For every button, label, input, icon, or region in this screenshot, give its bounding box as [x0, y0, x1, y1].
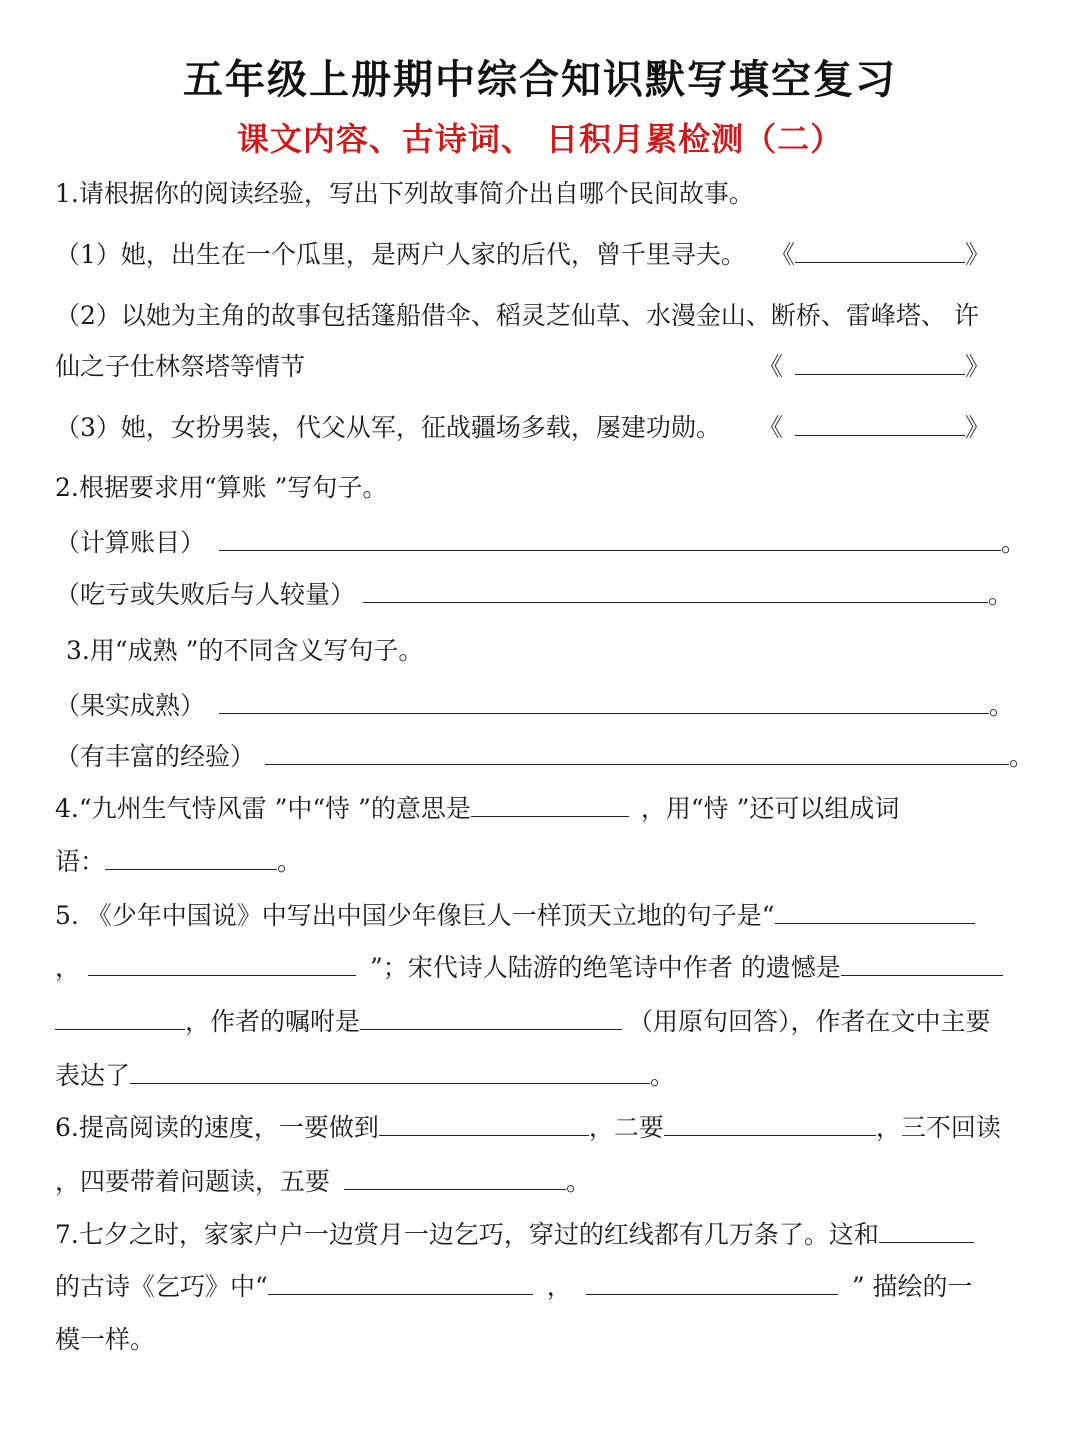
q1-item3-blank[interactable]: [795, 409, 965, 436]
q4-text-1: 4.“九州生气恃风雷 ”中“恃 ”的意思是: [55, 794, 471, 823]
q6-blank-2[interactable]: [664, 1109, 876, 1136]
q4-text-3: 语：: [55, 847, 106, 876]
book-mark-close: 》: [964, 352, 990, 381]
q2-a-label: （计算账目）: [55, 528, 206, 557]
q2-b-blank[interactable]: [363, 576, 988, 603]
q1-prompt: [55, 174, 1040, 214]
q7-text-4: ” 描绘的一: [851, 1272, 973, 1301]
q5-line3: [55, 1002, 1040, 1042]
q3-a-blank[interactable]: [219, 687, 989, 714]
q3-prompt-text: 3.用“成熟 ”的不同含义写句子。: [66, 636, 424, 665]
q5-text-4: ，作者的嘱咐是: [185, 1007, 361, 1036]
q2-b: [55, 575, 1040, 615]
period: 。: [989, 691, 1015, 720]
q5-blank-2[interactable]: [88, 949, 356, 976]
q2-a-blank[interactable]: [219, 524, 1001, 551]
q6-text-4: ，四要带着问题读，五要: [55, 1167, 331, 1196]
book-mark-open: 《: [757, 413, 783, 442]
q5-blank-1[interactable]: [775, 897, 975, 924]
period: 。: [1001, 528, 1027, 557]
q4-line2: [55, 842, 1040, 882]
q3-a-label: （果实成熟）: [55, 691, 206, 720]
q7-text-5: 模一样。: [55, 1325, 156, 1354]
q4-blank-meaning[interactable]: [471, 790, 629, 817]
q2-a: [55, 523, 1040, 563]
q6-line2: [55, 1162, 1040, 1202]
period: 。: [277, 847, 303, 876]
q1-item2-text-b: 仙之子仕林祭塔等情节: [55, 352, 306, 381]
q1-item1-text: （1）她，出生在一个瓜里，是两户人家的后代，曾千里寻夫。: [55, 240, 746, 269]
book-mark-close: 》: [964, 413, 990, 442]
q5-blank-regret-cont[interactable]: [55, 1003, 185, 1030]
q1-item2-line1: [55, 296, 1040, 336]
q5-line2: [55, 948, 1040, 988]
q5-blank-regret[interactable]: [841, 949, 1003, 976]
q1-prompt-text: 1.请根据你的阅读经验，写出下列故事简介出自哪个民间故事。: [55, 179, 754, 208]
q2-prompt-text: 2.根据要求用“算账 ”写句子。: [55, 473, 388, 502]
q7-line3: [55, 1320, 1040, 1360]
page-title: 五年级上册期中综合知识默写填空复习: [183, 57, 897, 103]
q5-text-3: ”；宋代诗人陆游的绝笔诗中作者 的遗憾是: [370, 953, 841, 982]
q4-line1: [55, 789, 1040, 829]
q1-item2-blank[interactable]: [795, 348, 965, 375]
q7-line1: [55, 1215, 1040, 1255]
q5-text-1: 5. 《少年中国说》中写出中国少年像巨人一样顶天立地的句子是“: [55, 901, 775, 930]
q3-prompt: [66, 631, 1051, 671]
q6-line1: [55, 1108, 1040, 1148]
q3-a: [55, 686, 1040, 726]
q6-blank-5[interactable]: [344, 1163, 566, 1190]
book-mark-open: 《: [769, 240, 795, 269]
q4-blank-words[interactable]: [105, 843, 277, 870]
q6-blank-1[interactable]: [379, 1109, 589, 1136]
q2-prompt: [55, 468, 1040, 508]
q7-blank-verse-2[interactable]: [586, 1268, 838, 1295]
q7-blank-verse-1[interactable]: [268, 1268, 533, 1295]
q7-line2: [55, 1267, 1040, 1307]
period: 。: [566, 1167, 592, 1196]
q5-blank-express[interactable]: [130, 1057, 650, 1084]
q1-item2-line2: [55, 347, 1040, 387]
q3-b-blank[interactable]: [265, 738, 1009, 765]
q5-line4: [55, 1056, 1040, 1096]
q2-b-label: （吃亏或失败后与人较量）: [55, 580, 356, 609]
q5-blank-instruction[interactable]: [360, 1003, 622, 1030]
book-mark-close: 》: [964, 240, 990, 269]
q5-text-5: （用原句回答），作者在文中主要: [628, 1007, 991, 1036]
q3-b: [55, 737, 1040, 777]
q1-item3-answer: [758, 408, 990, 448]
q5-text-6: 表达了: [55, 1061, 131, 1090]
q1-item2-answer: [758, 347, 990, 387]
q5-line1: [55, 896, 1040, 936]
q6-text-1: 6.提高阅读的速度，一要做到: [55, 1113, 379, 1142]
period: 。: [988, 580, 1014, 609]
q7-text-1: 7.七夕之时，家家户户一边赏月一边乞巧，穿过的红线都有几万条了。这和: [55, 1220, 879, 1249]
q1-item3-text: （3）她，女扮男装，代父从军，征战疆场多载，屡建功勋。: [55, 413, 721, 442]
period: 。: [650, 1061, 676, 1090]
q1-item2-text-a: （2）以她为主角的故事包括篷船借伞、稻灵芝仙草、水漫金山、断桥、雷峰塔、 许: [55, 301, 979, 330]
q6-text-2: ，二要: [588, 1113, 664, 1142]
q3-b-label: （有丰富的经验）: [55, 742, 256, 771]
q1-item3: [55, 408, 1040, 448]
q4-text-2: ，用“恃 ”还可以组成词: [640, 794, 900, 823]
q5-text-2: ，: [55, 953, 81, 982]
q7-blank-poet[interactable]: [879, 1216, 974, 1243]
period: 。: [1009, 742, 1035, 771]
q1-item1: [55, 235, 1040, 275]
q1-item1-blank[interactable]: [795, 236, 965, 263]
q7-text-3: ，: [546, 1272, 572, 1301]
book-mark-open: 《: [757, 352, 783, 381]
q7-text-2: 的古诗《乞巧》中“: [55, 1272, 268, 1301]
q1-item1-answer: [770, 235, 990, 275]
q6-text-3: ，三不回读: [875, 1113, 1001, 1142]
page-subtitle: 课文内容、古诗词、 日积月累检测（二）: [236, 120, 844, 158]
